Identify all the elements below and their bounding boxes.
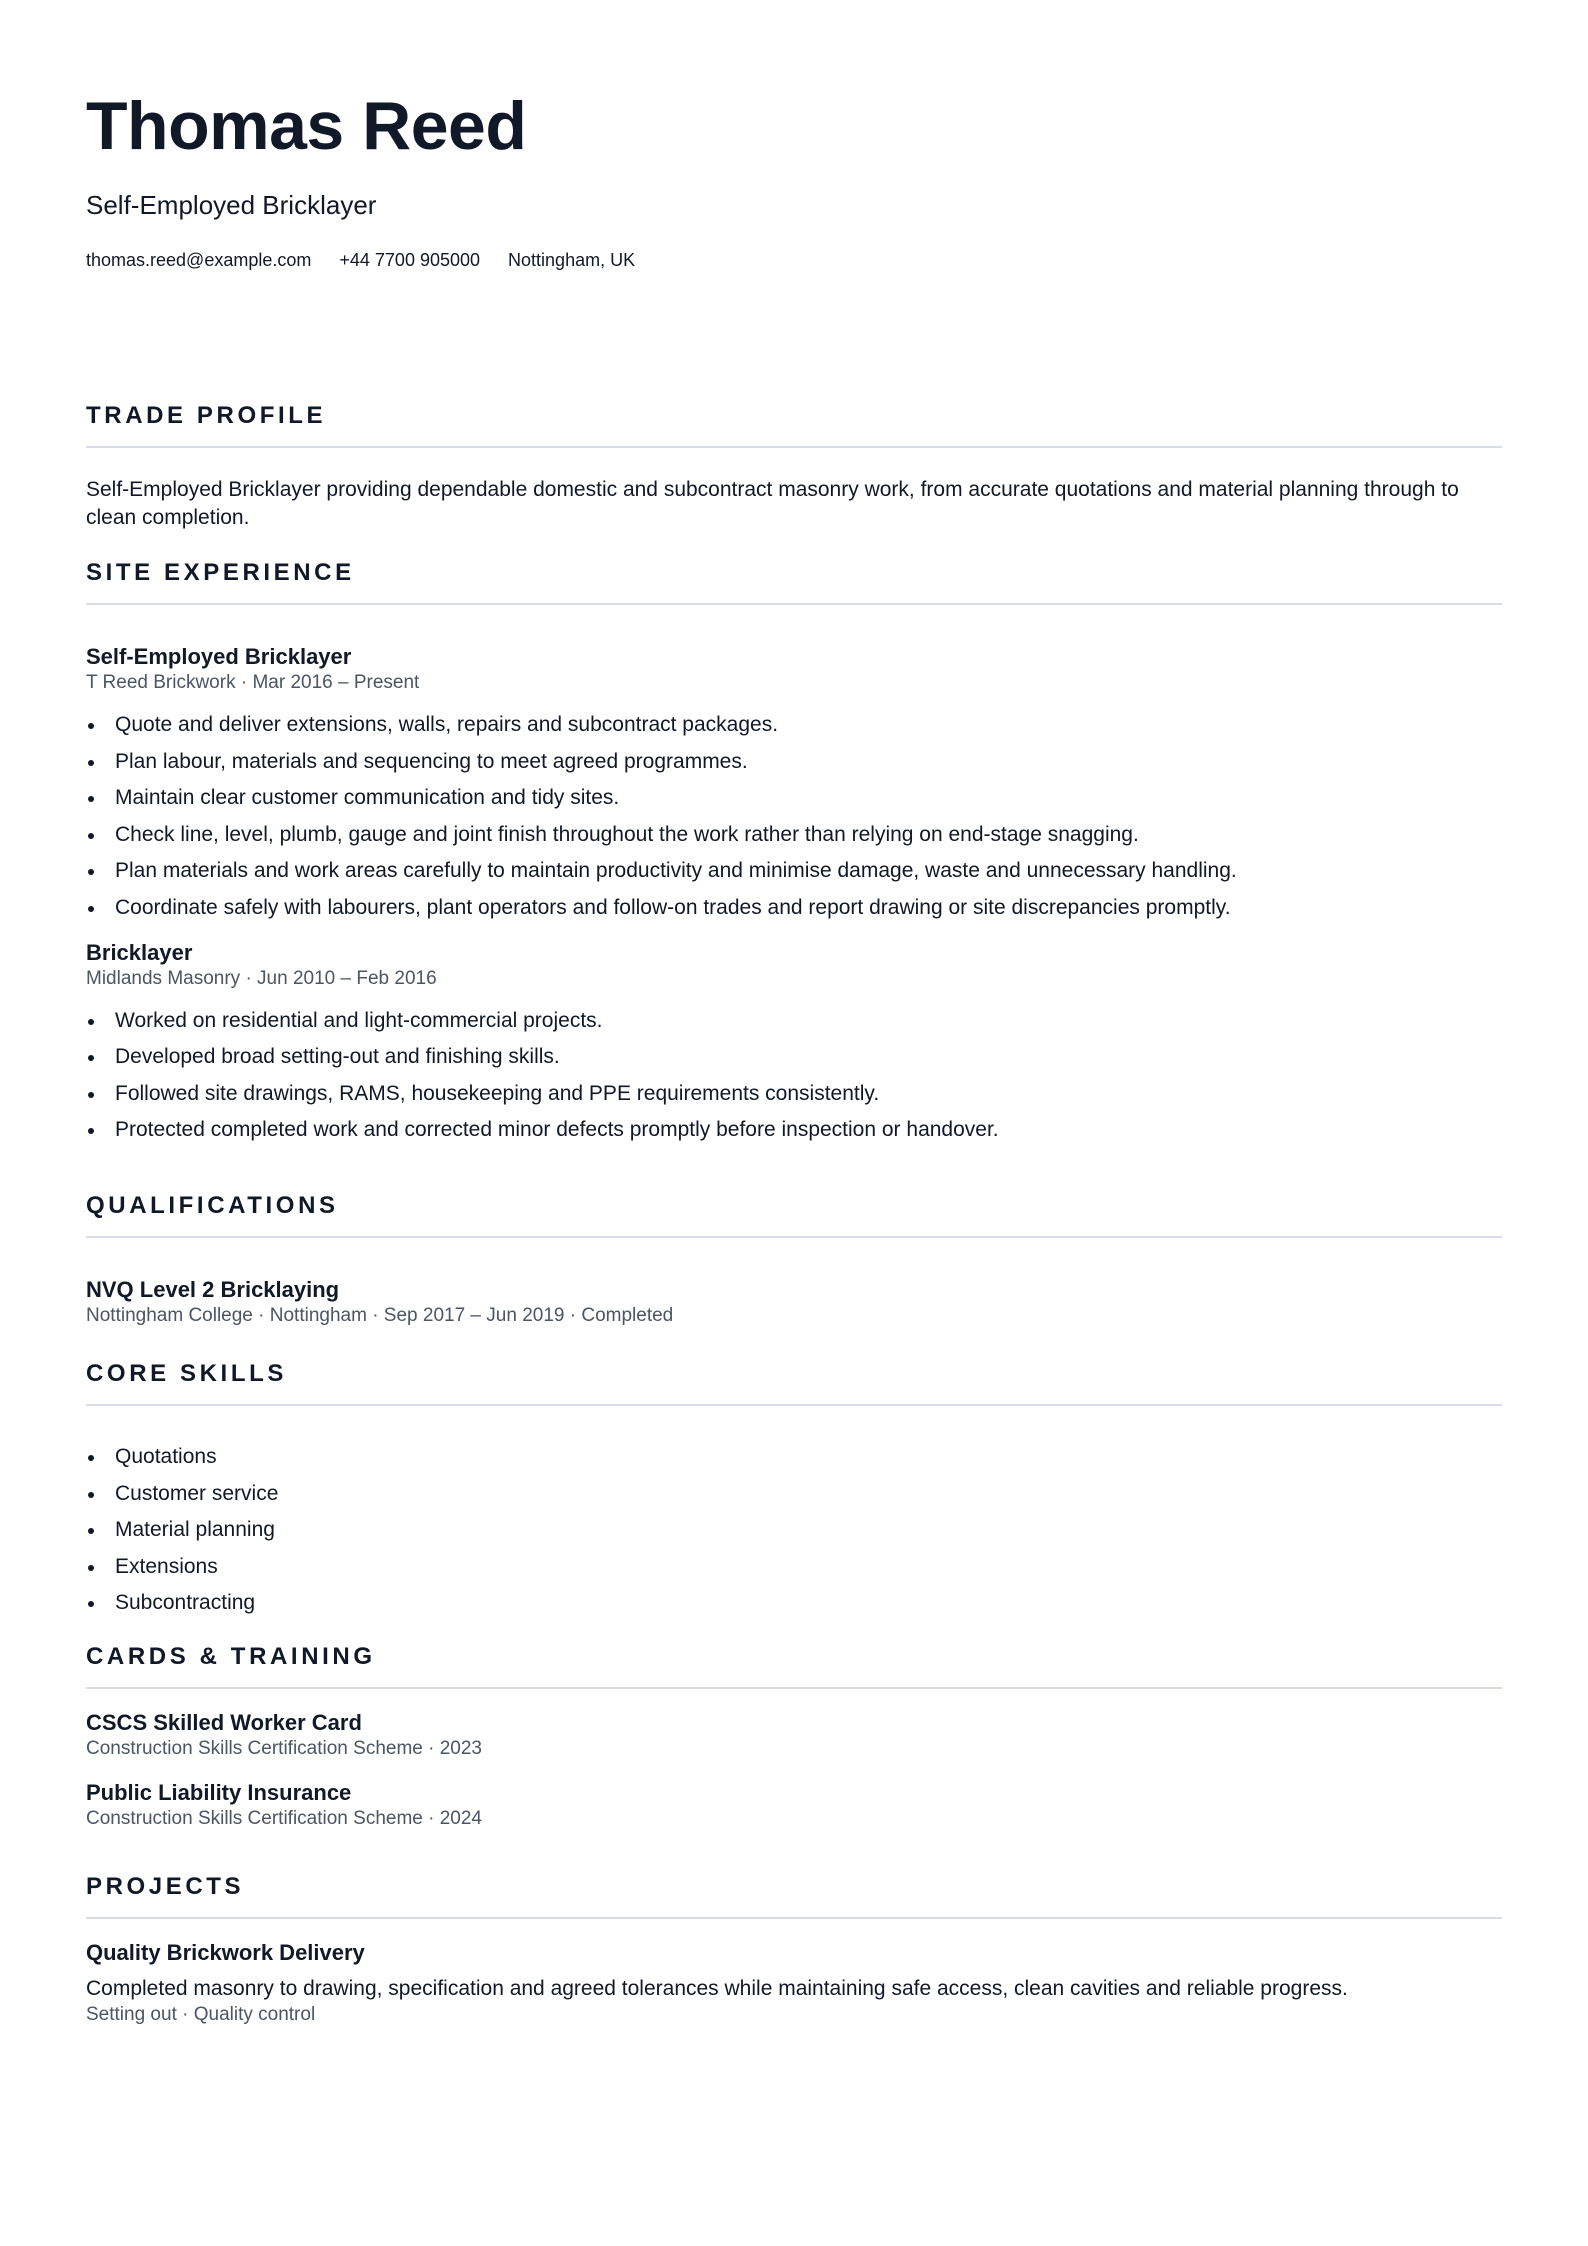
section-core-skills [86,1360,1502,1622]
job-bullet: Plan materials and work areas carefully to maintain productivity and minimise damage, waste and unnecessary handling. [86,853,1502,890]
section-site-experience [86,559,1502,1149]
qualification-meta: Nottingham College · Nottingham · Sep 2017 – Jun 2019 · Completed [86,1305,674,1326]
skill-item: Subcontracting [86,1585,1502,1622]
card-meta: Construction Skills Certification Scheme · 2023 [86,1738,483,1759]
contact-location: Nottingham, UK [508,250,636,270]
section-title-core-skills: CORE SKILLS [86,1360,287,1387]
profile-summary: Self-Employed Bricklayer providing dependable domestic and subcontract masonry work, from accurate quotations and material planning through to clean completion. [86,478,1459,529]
section-qualifications [86,1192,1502,1328]
job-meta: T Reed Brickwork · Mar 2016 – Present [86,672,420,693]
skills-list [86,1439,1502,1622]
project-tags: Setting out · Quality control [86,2004,316,2025]
section-trade-profile [86,402,1502,532]
job-title: Bricklayer [86,939,193,965]
contact-phone: +44 7700 905000 [339,250,481,270]
job-bullet: Check line, level, plumb, gauge and joint finish throughout the work rather than relying on end-stage snagging. [86,817,1502,854]
job-entry [86,643,1502,927]
section-divider [86,1917,1502,1919]
job-bullet: Followed site drawings, RAMS, housekeeping and PPE requirements consistently. [86,1076,1502,1113]
job-bullet: Developed broad setting-out and finishing skills. [86,1039,1502,1076]
section-divider [86,603,1502,605]
section-cards-training [86,1643,1502,1831]
job-meta: Midlands Masonry · Jun 2010 – Feb 2016 [86,967,437,989]
section-divider [86,1687,1502,1689]
contact-email: thomas.reed@example.com [86,250,312,270]
job-title: Self-Employed Bricklayer [86,644,352,669]
section-divider [86,1404,1502,1406]
job-bullets [86,1003,1502,1149]
job-bullet: Worked on residential and light-commercial projects. [86,1003,1502,1040]
section-divider [86,446,1502,448]
section-title-projects: PROJECTS [86,1873,245,1900]
section-divider [86,1236,1502,1238]
project-entry [86,1939,1502,2027]
qualification-name: NVQ Level 2 Bricklaying [86,1277,340,1302]
project-name: Quality Brickwork Delivery [86,1940,365,1965]
section-title-site-experience: SITE EXPERIENCE [86,559,355,586]
skill-item: Customer service [86,1476,1502,1513]
project-description: Completed masonry to drawing, specification and agreed tolerances while maintaining safe access, clean cavities and reliable progress. [86,1977,1348,2000]
card-meta: Construction Skills Certification Scheme · 2024 [86,1808,483,1829]
skill-item: Material planning [86,1512,1502,1549]
candidate-name: Thomas Reed [86,88,527,164]
skill-item: Extensions [86,1549,1502,1586]
skill-item: Quotations [86,1439,1502,1476]
card-entry [86,1709,1502,1761]
candidate-role: Self-Employed Bricklayer [86,190,377,220]
job-bullets [86,707,1502,927]
qualification-entry [86,1276,1502,1328]
job-bullet: Protected completed work and corrected minor defects promptly before inspection or handover. [86,1112,1502,1149]
card-name: Public Liability Insurance [86,1780,352,1805]
job-bullet: Plan labour, materials and sequencing to meet agreed programmes. [86,744,1502,781]
section-title-qualifications: QUALIFICATIONS [86,1192,339,1219]
contact-line [86,250,635,271]
card-entry [86,1779,1502,1831]
job-bullet: Coordinate safely with labourers, plant operators and follow-on trades and report drawing or site discrepancies promptly. [86,890,1502,927]
job-entry [86,939,1502,1149]
section-title-cards-training: CARDS & TRAINING [86,1643,376,1670]
job-bullet: Quote and deliver extensions, walls, repairs and subcontract packages. [86,707,1502,744]
job-bullet: Maintain clear customer communication and tidy sites. [86,780,1502,817]
card-name: CSCS Skilled Worker Card [86,1710,362,1735]
section-title-trade-profile: TRADE PROFILE [86,402,327,429]
section-projects [86,1873,1502,2027]
